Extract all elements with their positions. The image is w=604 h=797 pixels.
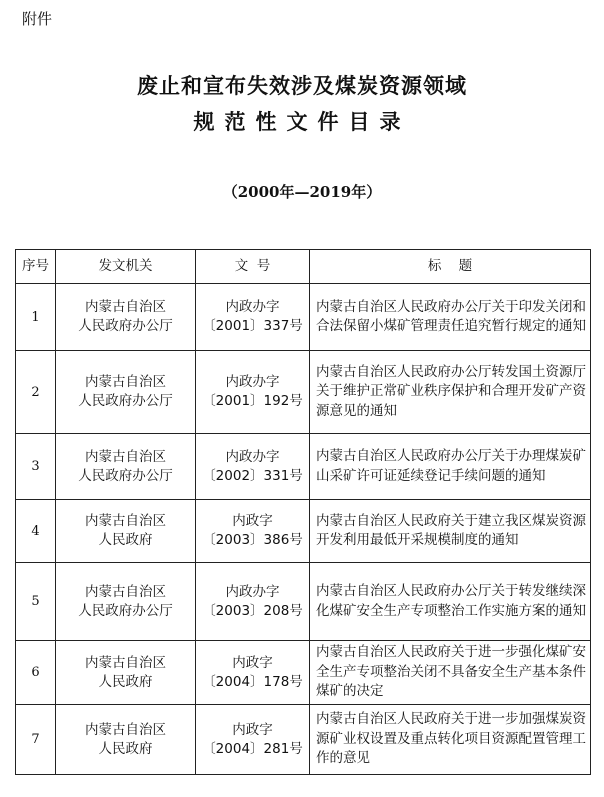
row-seq: 6 bbox=[16, 641, 56, 705]
agency-line: 内蒙古自治区 bbox=[85, 299, 166, 315]
table-row bbox=[16, 705, 591, 775]
doc-number-line: 内政字 bbox=[232, 513, 273, 529]
row-title: 内蒙古自治区人民政府关于建立我区煤炭资源开发利用最低开采规模制度的通知 bbox=[310, 500, 591, 563]
row-seq: 5 bbox=[16, 563, 56, 641]
column-header-seq: 序号 bbox=[16, 250, 56, 284]
agency-line: 人民政府办公厅 bbox=[78, 467, 173, 484]
agency-line: 内蒙古自治区 bbox=[85, 583, 166, 600]
doc-number-line: 〔2004〕178号 bbox=[202, 673, 303, 690]
doc-number-line: 〔2004〕281号 bbox=[202, 740, 303, 757]
agency-line: 内蒙古自治区 bbox=[85, 721, 166, 738]
doc-number-line: 〔2001〕192号 bbox=[202, 393, 303, 409]
row-agency bbox=[56, 563, 196, 641]
table-row bbox=[16, 500, 591, 563]
table-row bbox=[16, 351, 591, 434]
doc-number-line: 〔2003〕208号 bbox=[202, 602, 303, 619]
row-doc-number bbox=[196, 434, 310, 500]
row-title: 内蒙古自治区人民政府办公厅关于印发关闭和合法保留小煤矿管理责任追究暂行规定的通知 bbox=[310, 284, 591, 351]
row-seq: 1 bbox=[16, 284, 56, 351]
row-seq: 2 bbox=[16, 351, 56, 434]
row-agency bbox=[56, 284, 196, 351]
doc-number-line: 内政办字 bbox=[225, 374, 280, 390]
agency-line: 人民政府办公厅 bbox=[78, 602, 173, 619]
table-row bbox=[16, 563, 591, 641]
row-title: 内蒙古自治区人民政府关于进一步加强煤炭资源矿业权设置及重点转化项目资源配置管理工作的意见 bbox=[310, 705, 591, 775]
row-doc-number bbox=[196, 705, 310, 775]
row-agency bbox=[56, 641, 196, 705]
agency-line: 内蒙古自治区 bbox=[85, 654, 166, 671]
agency-line: 内蒙古自治区 bbox=[85, 374, 166, 390]
row-title: 内蒙古自治区人民政府办公厅关于办理煤炭矿山采矿许可证延续登记手续问题的通知 bbox=[310, 434, 591, 500]
attachment-label: 附件 bbox=[22, 10, 53, 28]
column-header-doc-no: 文 号 bbox=[196, 250, 310, 284]
row-agency bbox=[56, 434, 196, 500]
row-title: 内蒙古自治区人民政府关于进一步强化煤矿安全生产专项整治关闭不具备安全生产基本条件煤矿的决定 bbox=[310, 641, 591, 705]
agency-line: 人民政府办公厅 bbox=[78, 318, 173, 334]
table-header-row bbox=[16, 250, 591, 284]
agency-line: 人民政府 bbox=[98, 740, 153, 757]
document-title-line2: 规范性文件目录 bbox=[193, 109, 411, 134]
row-doc-number bbox=[196, 563, 310, 641]
agency-line: 内蒙古自治区 bbox=[85, 513, 166, 529]
document-list-table bbox=[15, 249, 591, 775]
column-header-agency: 发文机关 bbox=[56, 250, 196, 284]
period-range: （2000年—2019年） bbox=[222, 183, 382, 201]
doc-number-line: 内政办字 bbox=[225, 583, 280, 600]
doc-number-line: 内政办字 bbox=[225, 299, 280, 315]
agency-line: 内蒙古自治区 bbox=[85, 448, 166, 465]
table-row bbox=[16, 284, 591, 351]
row-agency bbox=[56, 500, 196, 563]
column-header-title: 标 题 bbox=[310, 250, 591, 284]
row-doc-number bbox=[196, 351, 310, 434]
agency-line: 人民政府 bbox=[98, 532, 153, 548]
doc-number-line: 〔2001〕337号 bbox=[202, 318, 303, 334]
table-row bbox=[16, 434, 591, 500]
row-title: 内蒙古自治区人民政府办公厅关于转发继续深化煤矿安全生产专项整治工作实施方案的通知 bbox=[310, 563, 591, 641]
doc-number-line: 内政字 bbox=[232, 654, 273, 671]
doc-number-line: 〔2002〕331号 bbox=[202, 467, 303, 484]
row-doc-number bbox=[196, 641, 310, 705]
row-seq: 7 bbox=[16, 705, 56, 775]
row-agency bbox=[56, 705, 196, 775]
table-row bbox=[16, 641, 591, 705]
row-doc-number bbox=[196, 500, 310, 563]
row-title: 内蒙古自治区人民政府办公厅转发国土资源厅关于维护正常矿业秩序保护和合理开发矿产资源意见的通知 bbox=[310, 351, 591, 434]
document-title-line1: 废止和宣布失效涉及煤炭资源领域 bbox=[137, 73, 467, 98]
row-seq: 4 bbox=[16, 500, 56, 563]
row-agency bbox=[56, 351, 196, 434]
row-doc-number bbox=[196, 284, 310, 351]
doc-number-line: 内政字 bbox=[232, 721, 273, 738]
row-seq: 3 bbox=[16, 434, 56, 500]
doc-number-line: 〔2003〕386号 bbox=[202, 532, 303, 548]
doc-number-line: 内政办字 bbox=[225, 448, 280, 465]
agency-line: 人民政府 bbox=[98, 673, 153, 690]
agency-line: 人民政府办公厅 bbox=[78, 393, 173, 409]
